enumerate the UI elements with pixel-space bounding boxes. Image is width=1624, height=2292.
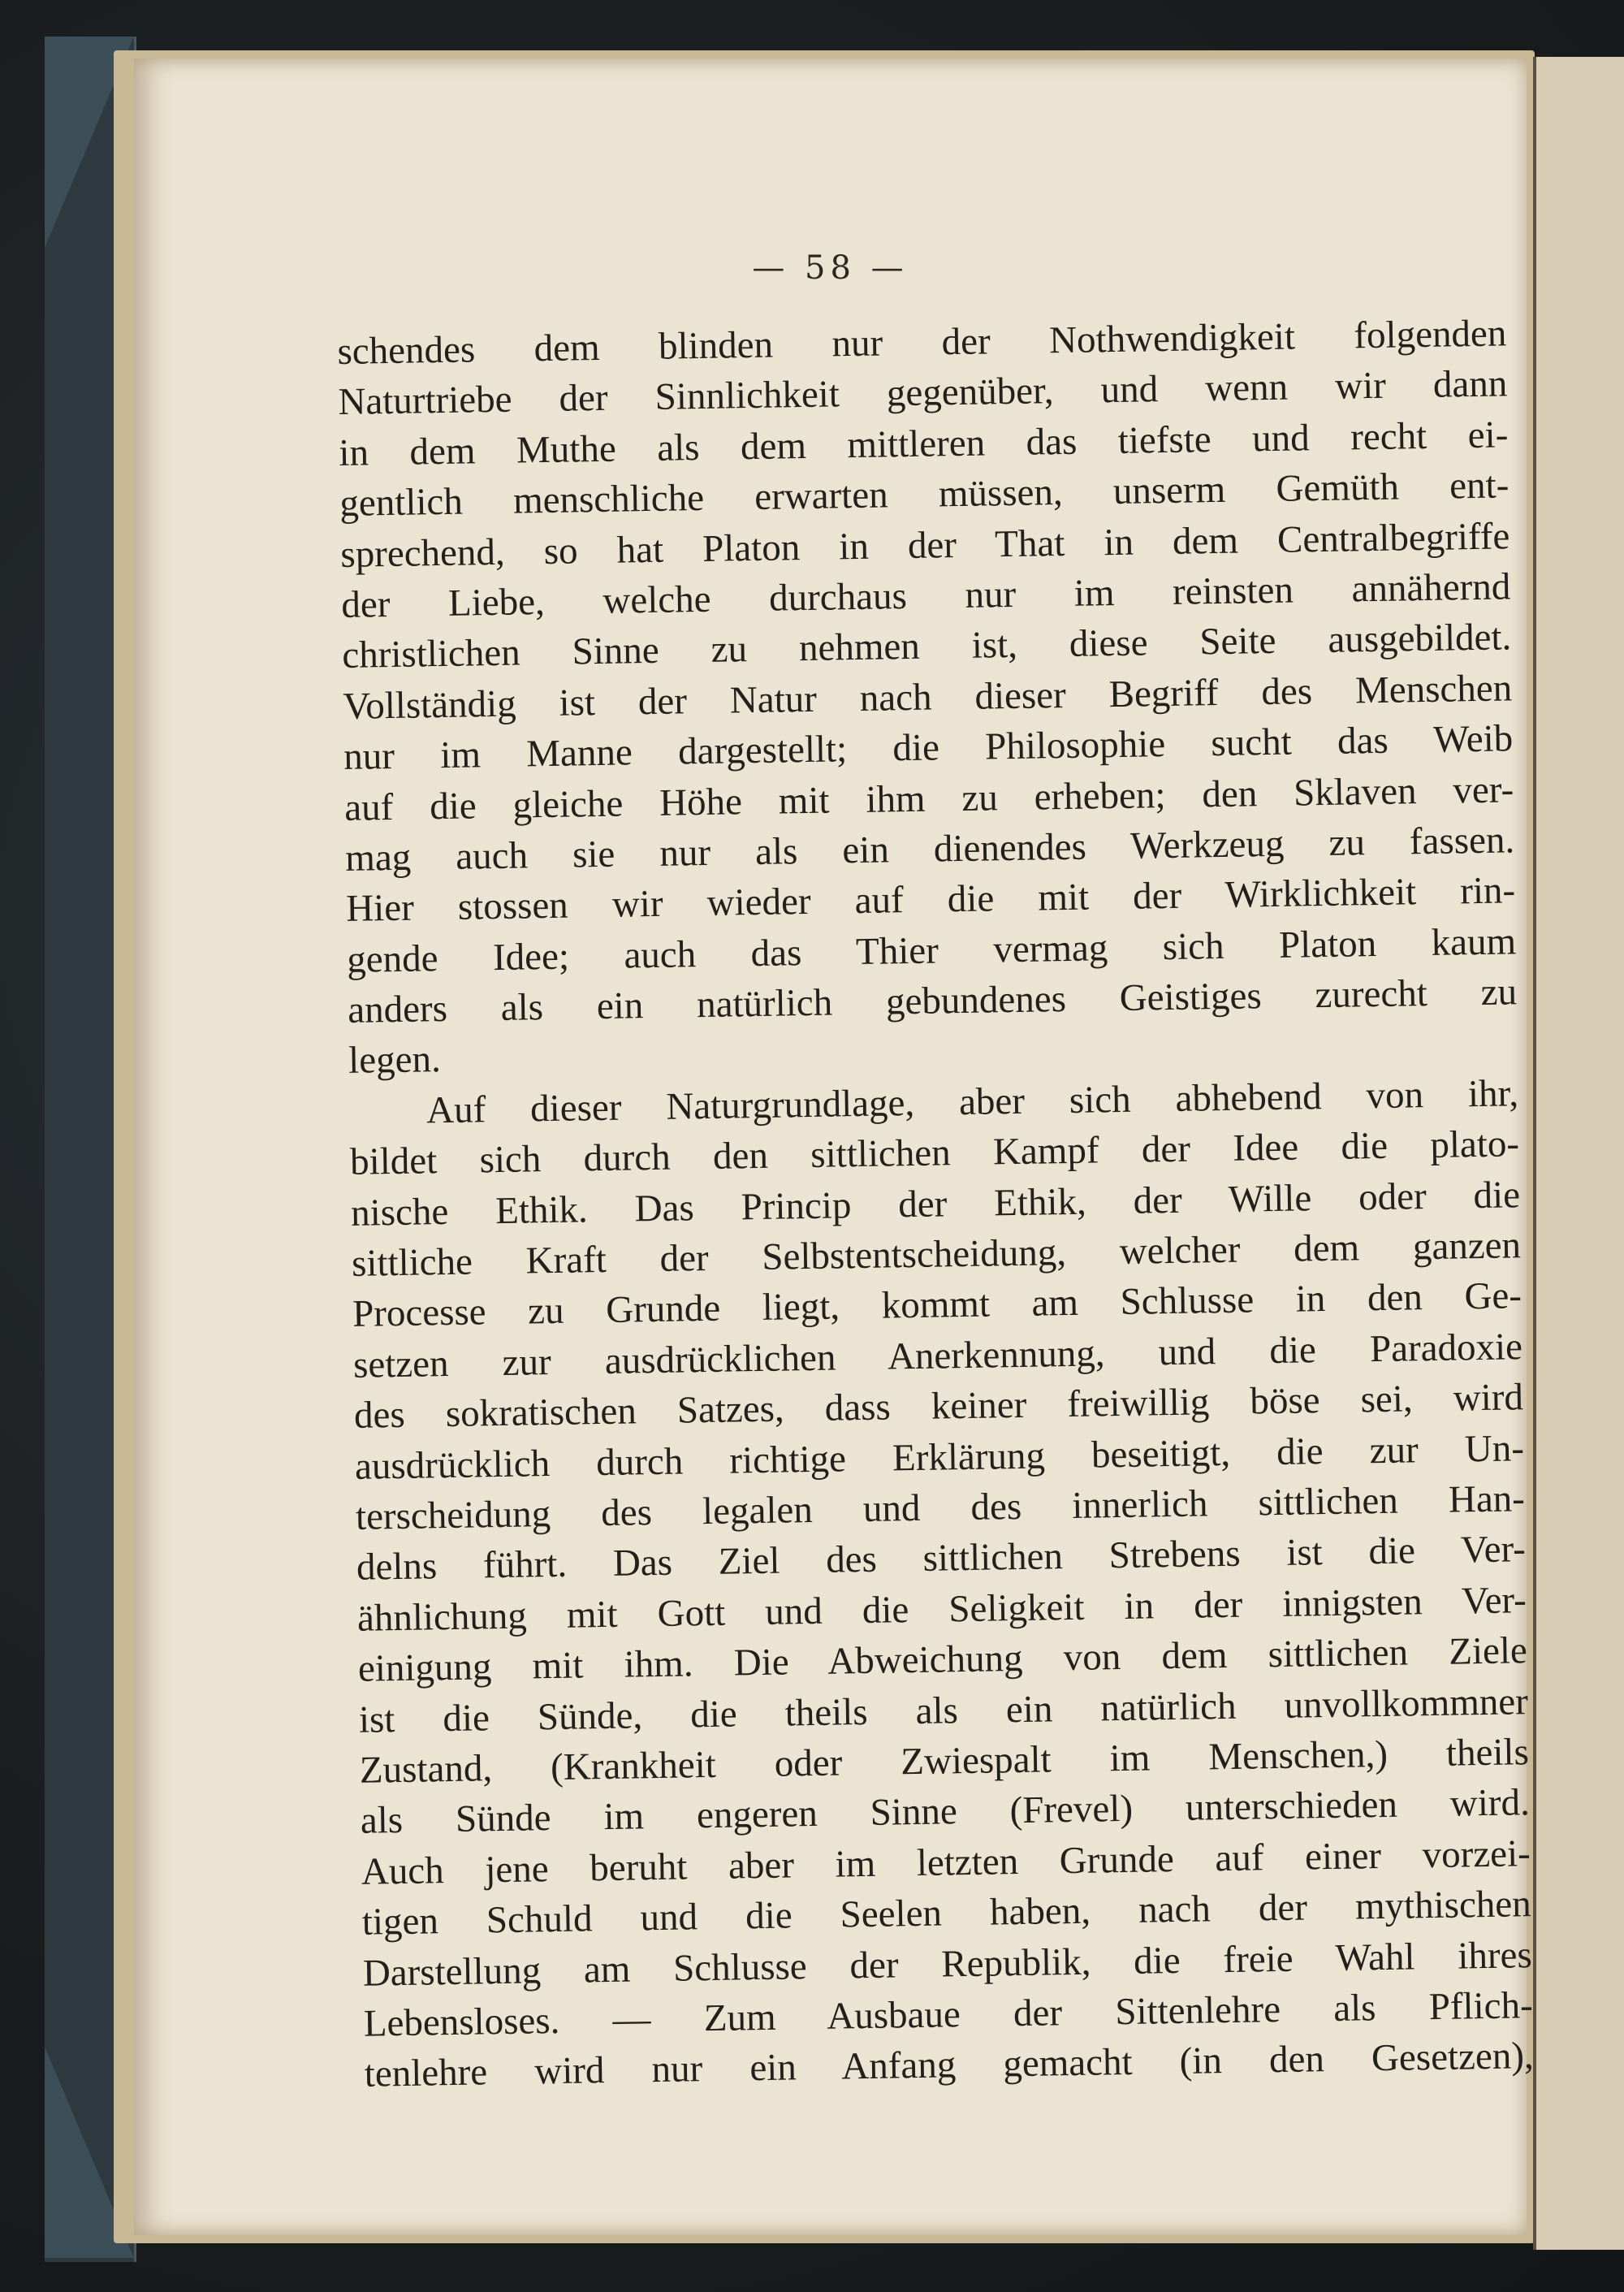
text-line: gende Idee; auch das Thier vermag sich Platon kaum — [346, 919, 1517, 981]
text-line: ähnlichung mit Gott und die Seligkeit in der innigsten Ver- — [356, 1578, 1527, 1640]
text-line: bildet sich durch den sittlichen Kampf der Idee die plato- — [349, 1122, 1520, 1184]
text-line: sittliche Kraft der Selbstentscheidung, welcher dem ganzen — [351, 1224, 1522, 1285]
text-line: ist die Sünde, die theils als ein natürlich unvollkommner — [358, 1680, 1529, 1741]
text-line: nur im Manne dargestellt; die Philosophie sucht das Weib — [343, 717, 1514, 779]
text-line: auf die gleiche Höhe mit ihm zu erheben; den Sklaven ver- — [343, 768, 1514, 829]
text-line: Auf dieser Naturgrundlage, aber sich abhebend von ihr, — [425, 1072, 1519, 1132]
text-line: nische Ethik. Das Princip der Ethik, der Wille oder die — [350, 1173, 1521, 1235]
text-line: Darstellung am Schlusse der Republik, die freie Wahl ihres — [362, 1933, 1533, 1995]
facing-page-edge — [1533, 57, 1624, 2250]
paragraph — [337, 308, 1518, 1086]
text-line: der Liebe, welche durchaus nur im reinsten annähernd — [340, 565, 1511, 626]
text-line: Auch jene beruht aber im letzten Grunde auf einer vorzei- — [361, 1831, 1531, 1893]
paragraph — [349, 1068, 1534, 2100]
text-line: gentlich menschliche erwarten müssen, unserm Gemüth ent- — [339, 464, 1510, 525]
text-line: in dem Muthe als dem mittleren das tiefste und recht ei- — [339, 413, 1509, 474]
text-line: schendes dem blinden nur der Nothwendigkeit folgenden — [337, 312, 1507, 373]
book-page — [134, 58, 1535, 2235]
text-line: einigung mit ihm. Die Abweichung von dem sittlichen Ziele — [357, 1629, 1528, 1690]
text-line: als Sünde im engeren Sinne (Frevel) unterschieden wird. — [360, 1781, 1531, 1843]
text-line: mag auch sie nur als ein dienendes Werkzeug zu fassen. — [344, 819, 1515, 880]
page-text — [337, 308, 1534, 2100]
text-line: Vollständig ist der Natur nach dieser Begriff des Menschen — [342, 667, 1513, 728]
text-line: Naturtriebe der Sinnlichkeit gegenüber, und wenn wir dann — [338, 362, 1508, 424]
text-line: Zustand, (Krankheit oder Zwiespalt im Menschen,) theils — [359, 1731, 1530, 1792]
text-line: Processe zu Grunde liegt, kommt am Schlusse in den Ge- — [352, 1274, 1522, 1336]
text-line: christlichen Sinne zu nehmen ist, diese Seite ausgebildet. — [341, 616, 1512, 677]
text-line: Hier stossen wir wieder auf die mit der Wirklichkeit rin- — [345, 869, 1516, 931]
text-line: anders als ein natürlich gebundenes Geistiges zurecht zu — [347, 971, 1518, 1031]
text-line: terscheidung des legalen und des innerlich sittlichen Han- — [355, 1477, 1526, 1538]
page-number: — 58 — — [752, 249, 909, 287]
text-line: delns führt. Das Ziel des sittlichen Strebens ist die Ver- — [356, 1528, 1527, 1589]
text-line: Lebensloses. — Zum Ausbaue der Sittenlehre als Pflich- — [363, 1984, 1534, 2045]
text-line: tenlehre wird nur ein Anfang gemacht (in den Gesetzen), — [364, 2035, 1535, 2096]
text-line: sprechend, so hat Platon in der That in dem Centralbegriffe — [339, 514, 1510, 576]
text-line: ausdrücklich durch richtige Erklärung beseitigt, die zur Un- — [354, 1426, 1525, 1488]
text-line: setzen zur ausdrücklichen Anerkennung, und die Paradoxie — [352, 1325, 1523, 1386]
text-line: tigen Schuld und die Seelen haben, nach der mythischen — [361, 1883, 1532, 1944]
text-line: des sokratischen Satzes, dass keiner freiwillig böse sei, wird — [353, 1376, 1524, 1438]
text-line: legen. — [348, 1038, 442, 1083]
